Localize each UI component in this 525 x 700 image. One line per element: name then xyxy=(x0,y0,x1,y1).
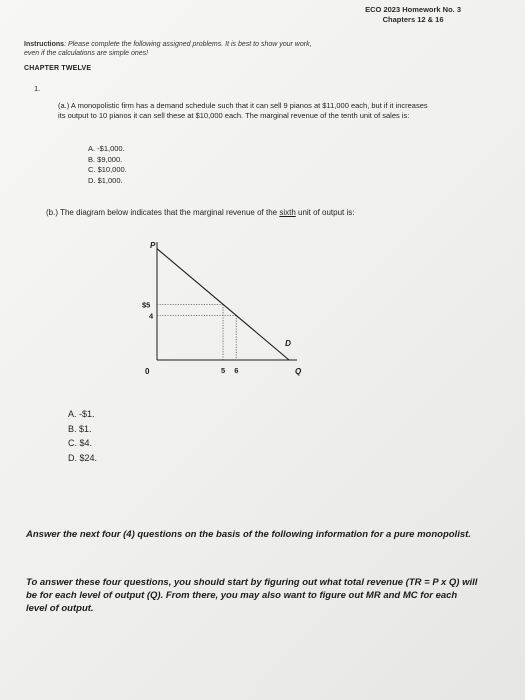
document-header xyxy=(365,5,461,25)
demand-diagram xyxy=(130,222,330,397)
y-tick-label-5: $5 xyxy=(142,300,151,310)
y-axis-label: P xyxy=(150,241,156,250)
origin-label: 0 xyxy=(145,367,150,376)
instructions-block xyxy=(24,40,454,58)
question-1a-choices xyxy=(88,144,127,186)
demand-curve-label: D xyxy=(285,339,291,348)
question-1a-text: (a.) A monopolistic firm has a demand schedule such that it can sell 9 pianos at $11,000 each, but if it increases its output to 10 pianos it can sell these at $10,000 each. The marginal revenue of the tenth unit of sales is: xyxy=(58,101,428,120)
choice-item: D. $24. xyxy=(68,452,98,463)
demand-curve xyxy=(157,249,289,360)
question-1b-choices xyxy=(68,407,97,465)
choice-item: A. -$1. xyxy=(68,409,95,419)
instructions-label: Instructions xyxy=(24,41,65,48)
x-tick-label-6: 6 xyxy=(234,366,239,375)
chapter-heading: CHAPTER TWELVE xyxy=(24,65,92,72)
question-1b-pre: (b.) The diagram below indicates that the marginal revenue of the xyxy=(46,208,280,217)
y-tick-label-4: 4 xyxy=(149,311,154,321)
choice-item: C. $4. xyxy=(68,438,93,448)
info-paragraph-2: To answer these four questions, you should start by figuring out what total revenue (TR = P x Q) will be for each level of output (Q). From there, you may also want to figure out MR and MC for each level of output. xyxy=(26,577,478,614)
choice-item: B. $9,000. xyxy=(88,154,123,164)
question-1b-underlined: sixth xyxy=(279,208,296,217)
choice-item: D. $1,000. xyxy=(88,175,123,185)
question-number: 1. xyxy=(34,84,41,93)
header-chapters: Chapters 12 & 16 xyxy=(382,15,444,24)
instructions-text-2: even if the calculations are simple ones! xyxy=(24,50,149,57)
choice-item: C. $10,000. xyxy=(88,165,127,174)
choice-item: B. $1. xyxy=(68,423,92,434)
question-1b-post: unit of output is: xyxy=(295,208,355,217)
question-1b-text xyxy=(46,208,354,217)
x-tick-label-5: 5 xyxy=(221,366,226,375)
info-paragraph-1: Answer the next four (4) questions on the basis of the following information for a pure monopolist. xyxy=(26,529,471,540)
instructions-text-1: : Please complete the following assigned problems. It is best to show your work, xyxy=(64,41,312,48)
header-course-title: ECO 2023 Homework No. 3 xyxy=(365,5,461,14)
choice-item: A. -$1,000. xyxy=(88,144,125,153)
x-axis-label: Q xyxy=(295,367,302,376)
